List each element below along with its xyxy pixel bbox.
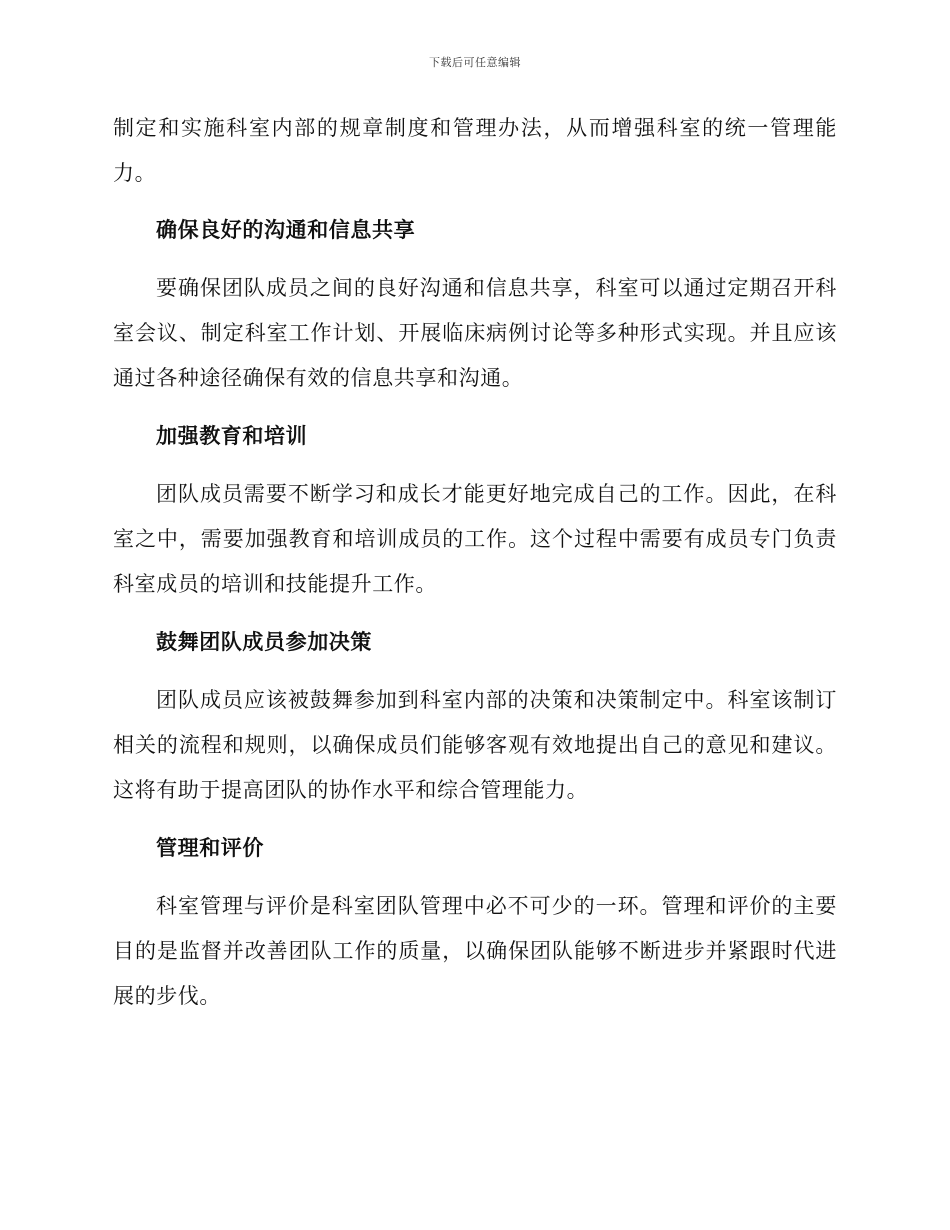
section-heading-decision: 鼓舞团队成员参加决策	[156, 630, 372, 654]
document-body	[113, 106, 837, 1019]
section-heading-communication: 确保良好的沟通和信息共享	[156, 218, 416, 242]
section-body-communication: 要确保团队成员之间的良好沟通和信息共享，科室可以通过定期召开科室会议、制定科室工作计划、开展临床病例讨论等多种形式实现。并且应该通过各种途径确保有效的信息共享和沟通。	[113, 276, 837, 390]
section-body-training: 团队成员需要不断学习和成长才能更好地完成自己的工作。因此，在科室之中，需要加强教育和培训成员的工作。这个过程中需要有成员专门负责科室成员的培训和技能提升工作。	[113, 482, 837, 596]
section-body-evaluation: 科室管理与评价是科室团队管理中必不可少的一环。管理和评价的主要目的是监督并改善团队工作的质量，以确保团队能够不断进步并紧跟时代进展的步伐。	[113, 894, 837, 1008]
intro-paragraph: 制定和实施科室内部的规章制度和管理办法，从而增强科室的统一管理能力。	[113, 116, 837, 185]
section-heading-training: 加强教育和培训	[156, 424, 308, 448]
section-heading-evaluation: 管理和评价	[156, 836, 264, 860]
section-body-decision: 团队成员应该被鼓舞参加到科室内部的决策和决策制定中。科室该制订相关的流程和规则，以确保成员们能够客观有效地提出自己的意见和建议。这将有助于提高团队的协作水平和综合管理能力。	[113, 688, 837, 802]
page-header: 下载后可任意编辑	[429, 56, 521, 69]
